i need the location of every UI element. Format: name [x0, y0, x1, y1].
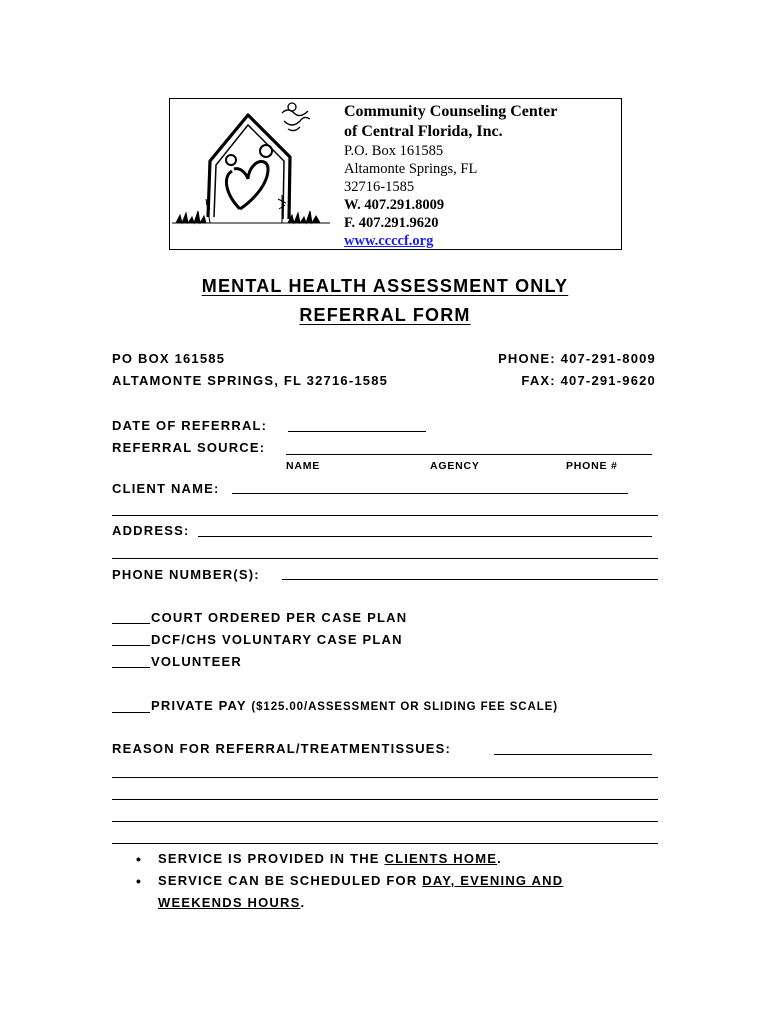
address-label: ADDRESS: [112, 523, 190, 538]
reason-field-line3[interactable] [112, 799, 658, 800]
address-field-line2[interactable] [112, 558, 658, 559]
volunteer-check-line[interactable] [112, 667, 150, 668]
private-pay-check-line[interactable] [112, 712, 150, 713]
org-city: Altamonte Springs, FL [344, 161, 478, 177]
private-pay-label: PRIVATE PAY [151, 698, 247, 713]
client-name-field[interactable] [232, 493, 628, 494]
org-phone: W. 407.291.8009 [344, 197, 445, 213]
clients-home-text: CLIENTS HOME [384, 851, 498, 866]
private-pay-detail: ($125.00/ASSESSMENT OR SLIDING FEE SCALE) [251, 701, 558, 713]
reason-field-line4[interactable] [112, 821, 658, 822]
court-ordered-option: COURT ORDERED PER CASE PLAN [151, 610, 408, 625]
org-po-box: P.O. Box 161585 [344, 143, 444, 159]
source-agency-caption: AGENCY [430, 460, 480, 472]
contact-phone: PHONE: 407-291-8009 [498, 351, 656, 366]
reason-field[interactable] [494, 754, 652, 755]
title-line1: MENTAL HEALTH ASSESSMENT ONLY [201, 276, 569, 296]
phone-numbers-field[interactable] [282, 579, 658, 580]
referral-source-field[interactable] [286, 454, 652, 455]
org-name-line2: of Central Florida, Inc. [344, 123, 503, 140]
organization-info [344, 102, 619, 250]
dcf-chs-check-line[interactable] [112, 645, 150, 646]
address-field[interactable] [198, 536, 652, 537]
reason-label: REASON FOR REFERRAL/TREATMENTISSUES: [112, 741, 452, 756]
service-notes [133, 848, 653, 914]
title-line2: REFERRAL FORM [299, 305, 471, 325]
phone-numbers-label: PHONE NUMBER(S): [112, 567, 260, 582]
house-with-heart-figures-logo [170, 99, 330, 249]
referral-source-label: REFERRAL SOURCE: [112, 440, 266, 455]
source-phone-caption: PHONE # [566, 460, 618, 472]
client-name-label: CLIENT NAME: [112, 481, 220, 496]
volunteer-option: VOLUNTEER [151, 654, 242, 669]
contact-phone-fax [498, 348, 656, 392]
day-evening-text: DAY, EVENING AND [422, 873, 564, 888]
private-pay-option [151, 695, 558, 718]
address-line2: ALTAMONTE SPRINGS, FL 32716-1585 [112, 373, 389, 388]
source-name-caption: NAME [286, 460, 321, 472]
contact-fax: FAX: 407-291-9620 [521, 373, 656, 388]
client-name-field-line2[interactable] [112, 515, 658, 516]
org-fax: F. 407.291.9620 [344, 215, 439, 231]
org-zip: 32716-1585 [344, 179, 415, 195]
contact-address [112, 348, 388, 392]
note-clients-home: • SERVICE IS PROVIDED IN THE CLIENTS HOME. [133, 848, 653, 870]
reason-field-line2[interactable] [112, 777, 658, 778]
date-of-referral-label: DATE OF REFERRAL: [112, 418, 268, 433]
org-website-link[interactable]: www.ccccf.org [344, 233, 434, 249]
reason-field-line5[interactable] [112, 843, 658, 844]
form-title [0, 272, 770, 330]
court-ordered-check-line[interactable] [112, 623, 150, 624]
date-of-referral-field[interactable] [288, 431, 426, 432]
note-scheduling: • SERVICE CAN BE SCHEDULED FOR DAY, EVENING AND WEEKENDS HOURS. [133, 870, 653, 914]
dcf-chs-option: DCF/CHS VOLUNTARY CASE PLAN [151, 632, 403, 647]
org-name-line1: Community Counseling Center [344, 103, 558, 120]
address-line1: PO BOX 161585 [112, 351, 226, 366]
weekends-hours-text: WEEKENDS HOURS [158, 895, 301, 910]
